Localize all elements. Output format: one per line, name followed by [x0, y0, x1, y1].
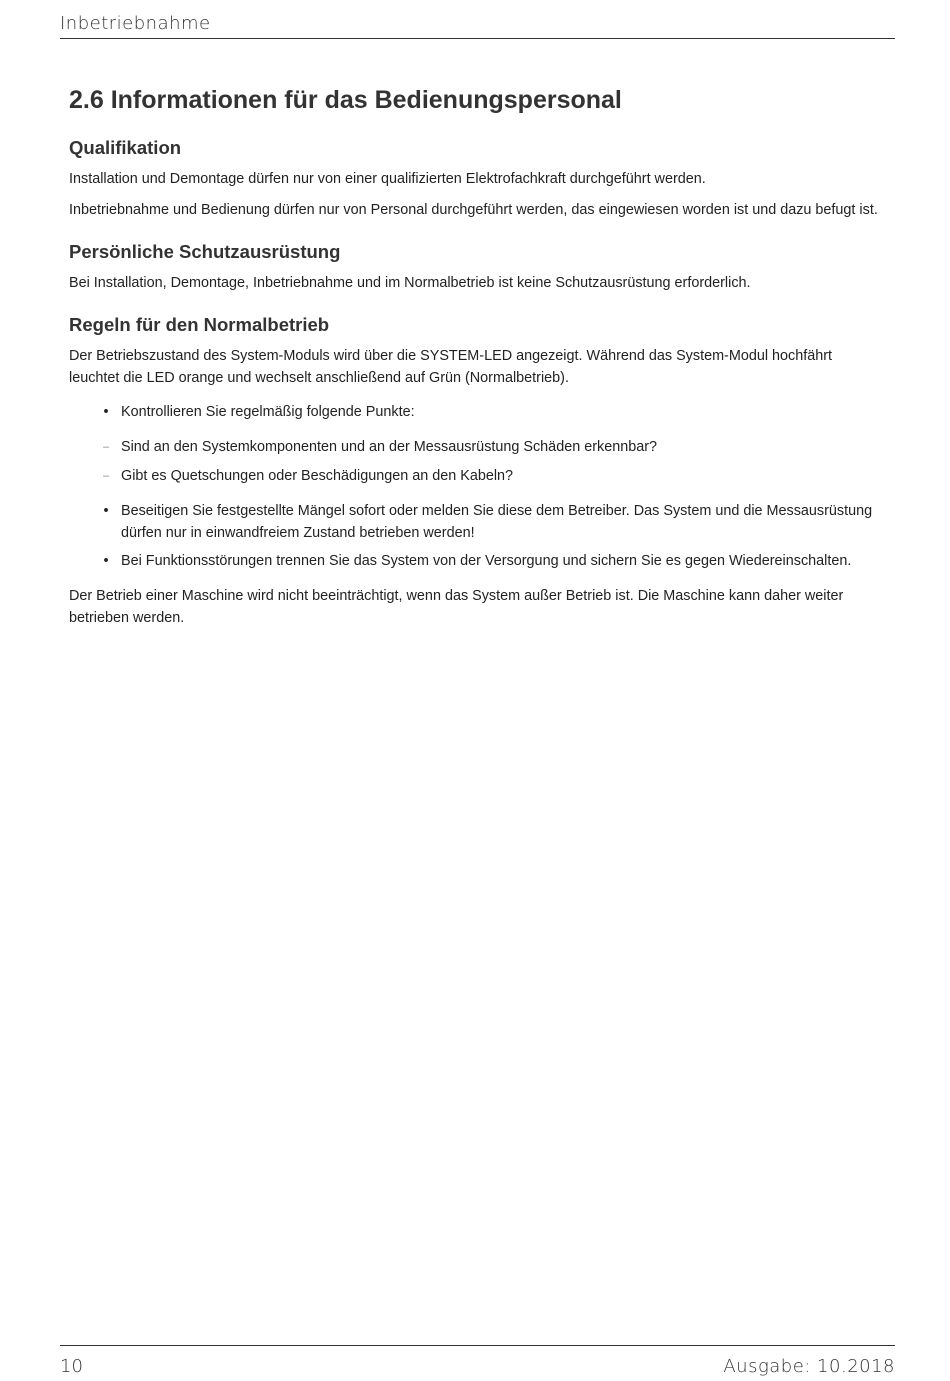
page-content [69, 84, 885, 638]
page-title: 2.6 Informationen für das Bedienungspersonal [69, 86, 622, 114]
bullet-icon: • [103, 503, 109, 519]
rules-list [69, 401, 885, 572]
dash-icon: – [102, 470, 110, 482]
list-item-text: Sind an den Systemkomponenten und an der Messausrüstung Schäden erkennbar? [121, 439, 658, 455]
list-item [69, 550, 885, 572]
section-normalbetrieb [69, 313, 885, 629]
page-number: 10 [60, 1356, 83, 1377]
section-schutzausruestung [69, 240, 885, 294]
list-item-text: Gibt es Quetschungen oder Beschädigungen an den Kabeln? [121, 468, 514, 484]
header-title: Inbetriebnahme [60, 13, 211, 34]
paragraph: Der Betriebszustand des System-Moduls wird über die SYSTEM-LED angezeigt. Während das System-Modul hochfährt leuchtet die LED orange und wechselt anschließend auf Grün (Normalbetrieb). [69, 348, 833, 386]
bullet-icon: • [103, 404, 109, 420]
section-heading: Persönliche Schutzausrüstung [69, 241, 341, 262]
section-heading: Qualifikation [69, 137, 182, 158]
list-item [69, 500, 885, 544]
edition-label: Ausgabe: 10.2018 [723, 1356, 895, 1377]
dash-icon: – [102, 441, 110, 453]
paragraph: Der Betrieb einer Maschine wird nicht beeinträchtigt, wenn das System außer Betrieb ist. Die Maschine kann daher weiter betrieben werden. [69, 588, 844, 626]
page-header [60, 10, 895, 39]
list-item-text: Beseitigen Sie festgestellte Mängel sofort oder melden Sie diese dem Betreiber. Das System und die Messausrüstung dürfen nur in einwandfreiem Zustand betrieben werden! [121, 503, 873, 541]
paragraph: Installation und Demontage dürfen nur von einer qualifizierten Elektrofachkraft durchgeführt werden. [69, 171, 706, 187]
list-item-text: Bei Funktionsstörungen trennen Sie das System von der Versorgung und sichern Sie es gegen Wiedereinschalten. [121, 553, 852, 569]
footer-divider [60, 1345, 895, 1346]
paragraph: Inbetriebnahme und Bedienung dürfen nur von Personal durchgeführt werden, das eingewiesen worden ist und dazu befugt ist. [69, 202, 878, 218]
section-qualifikation [69, 136, 885, 221]
list-item-text: Kontrollieren Sie regelmäßig folgende Punkte: [121, 404, 415, 420]
list-item [69, 465, 885, 487]
list-item [69, 436, 885, 458]
list-item [69, 401, 885, 423]
bullet-icon: • [103, 553, 109, 569]
paragraph: Bei Installation, Demontage, Inbetriebnahme und im Normalbetrieb ist keine Schutzausrüstung erforderlich. [69, 275, 751, 291]
section-heading: Regeln für den Normalbetrieb [69, 314, 330, 335]
